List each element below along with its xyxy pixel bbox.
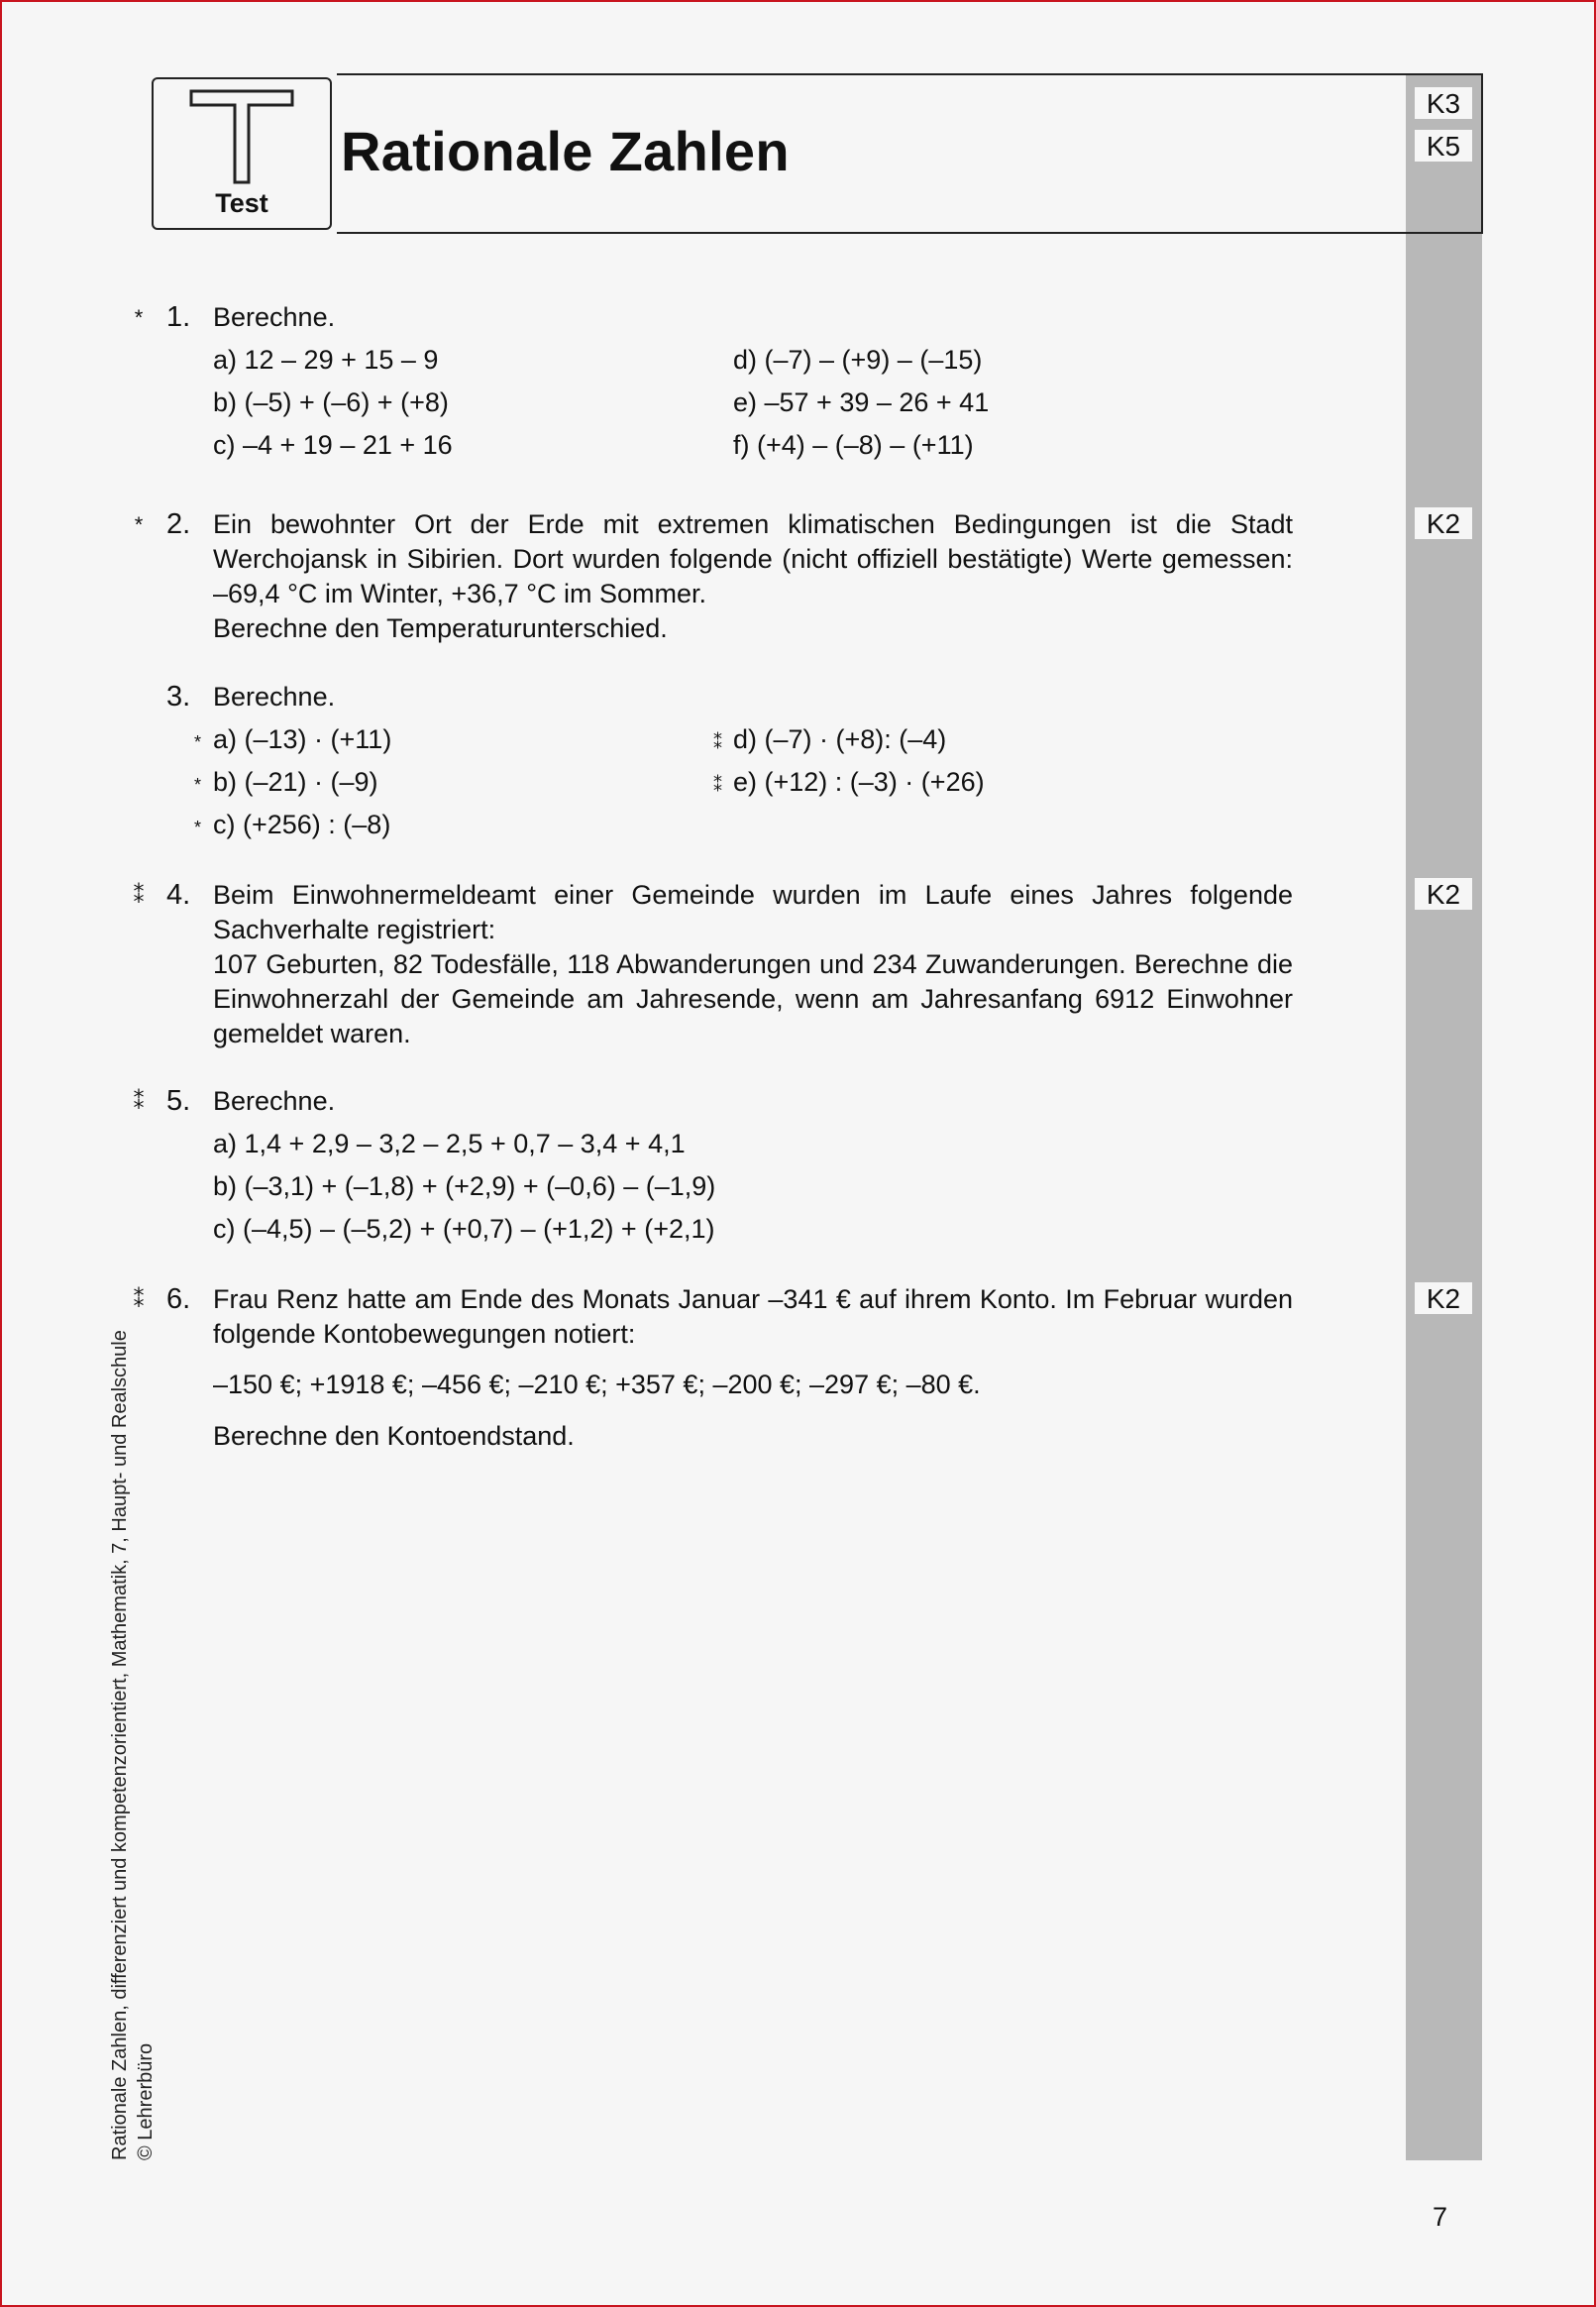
difficulty-stars: * [134,305,144,330]
task-number: 3. [166,681,191,713]
difficulty-stars: ⁑ [133,1089,145,1114]
publisher-line: © Lehrerbüro [135,2042,157,2160]
difficulty-stars: ⁑ [713,732,722,752]
subtask-a: a) 12 – 29 + 15 – 9 [213,345,439,375]
difficulty-stars: ⁑ [133,1287,145,1312]
side-copyright [107,1330,159,2160]
competence-side-band [1406,73,1482,2160]
page-number: 7 [1433,2202,1448,2232]
subtask-a: a) (–13) · (+11) [213,724,392,754]
page-title: Rationale Zahlen [341,120,790,182]
difficulty-star: * [194,818,202,837]
subtask-b: b) (–3,1) + (–1,8) + (+2,9) + (–0,6) – (–1,9) [213,1171,716,1201]
test-badge-label: Test [215,188,268,218]
subtask-b: b) (–5) + (–6) + (+8) [213,387,449,417]
task-prompt: Frau Renz hatte am Ende des Monats Januar –341 € auf ihrem Konto. Im Februar wurden folgende Kontobewegungen notiert: [213,1284,1293,1349]
account-movements: –150 €; +1918 €; –456 €; –210 €; +357 €; –200 €; –297 €; –80 €. [213,1370,981,1399]
test-badge [152,77,332,230]
t-letter-icon [189,89,294,184]
task-prompt: Beim Einwohnermeldeamt einer Gemeinde wurden im Laufe eines Jahres folgende Sachverhalte registriert: [213,880,1293,944]
subtask-e: e) (+12) : (–3) · (+26) [733,767,985,797]
task-number: 2. [166,508,191,540]
difficulty-star: * [194,732,202,752]
task-number: 5. [166,1085,191,1117]
subtask-b: b) (–21) · (–9) [213,767,378,797]
subtask-c: c) (+256) : (–8) [213,810,391,839]
task-prompt: Berechne. [213,1086,336,1116]
subtask-a: a) 1,4 + 2,9 – 3,2 – 2,5 + 0,7 – 3,4 + 4,1 [213,1129,686,1158]
difficulty-star: * [194,775,202,795]
competence-tag-k2: K2 [1415,878,1472,910]
subtask-c: c) –4 + 19 – 21 + 16 [213,430,453,460]
task-question: Berechne den Temperaturunterschied. [213,613,668,643]
source-line: Rationale Zahlen, differenziert und kompetenzorientiert, Mathematik, 7, Haupt- und Realschule [109,1330,131,2160]
task-number: 6. [166,1283,191,1315]
competence-tag-k2: K2 [1415,507,1472,539]
competence-tag-k2: K2 [1415,1282,1472,1314]
difficulty-stars: * [134,512,144,537]
competence-tag-k3: K3 [1415,87,1472,119]
task-prompt: Berechne. [213,302,336,332]
subtask-f: f) (+4) – (–8) – (+11) [733,430,974,460]
subtask-d: d) (–7) · (+8): (–4) [733,724,947,754]
subtask-c: c) (–4,5) – (–5,2) + (+0,7) – (+1,2) + (+2,1) [213,1214,715,1244]
task-question: Berechne den Kontoendstand. [213,1421,575,1451]
task-number: 4. [166,879,191,911]
difficulty-stars: ⁑ [133,883,145,908]
subtask-e: e) –57 + 39 – 26 + 41 [733,387,990,417]
task-number: 1. [166,301,191,333]
difficulty-stars: ⁑ [713,775,722,795]
task-prompt: Ein bewohnter Ort der Erde mit extremen klimatischen Bedingungen ist die Stadt Werchojansk in Sibirien. Dort wurden folgende (nicht offiziell bestätigte) Werte gemessen: –69,4 °C im Winter, +36,7 °C im Sommer. [213,509,1293,608]
task-question: 107 Geburten, 82 Todesfälle, 118 Abwanderungen und 234 Zuwanderungen. Berechne die Einwohnerzahl der Gemeinde am Jahresende, wenn am Jahresanfang 6912 Einwohner gemeldet waren. [213,949,1293,1048]
competence-tag-k5: K5 [1415,130,1472,162]
subtask-d: d) (–7) – (+9) – (–15) [733,345,983,375]
task-prompt: Berechne. [213,682,336,712]
